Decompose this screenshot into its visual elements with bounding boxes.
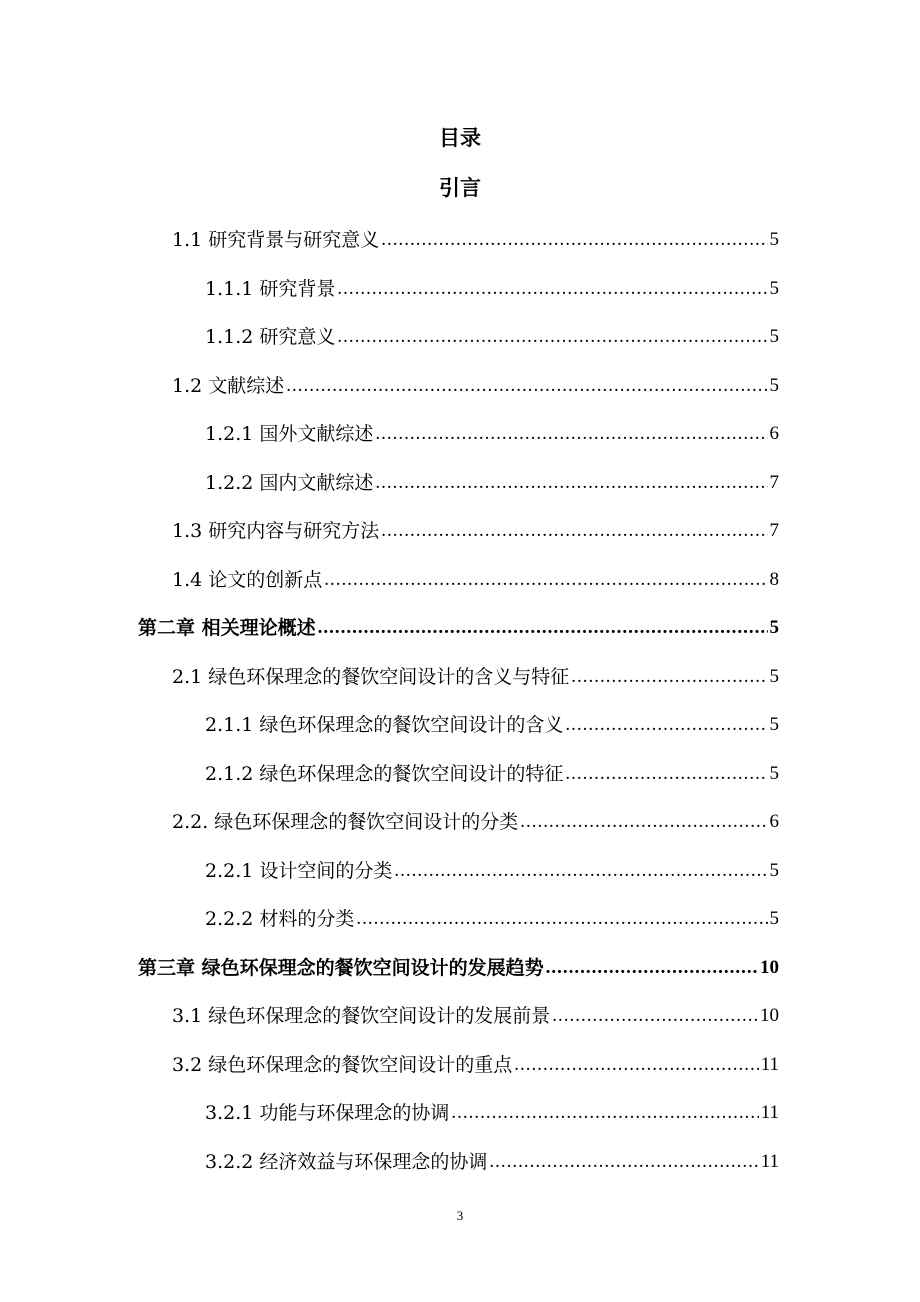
toc-entry-page: 7 [769, 520, 779, 541]
toc-dot-leader [451, 1101, 758, 1125]
toc-entry-label: 3.1 绿色环保理念的餐饮空间设计的发展前景 [172, 1005, 551, 1027]
toc-entry[interactable] [172, 354, 779, 398]
toc-entry-page: 5 [769, 908, 779, 929]
toc-entry[interactable] [172, 645, 779, 689]
toc-dot-leader [286, 374, 767, 398]
toc-entry-page: 10 [760, 956, 779, 978]
toc-entry-label: 2.2. 绿色环保理念的餐饮空间设计的分类 [172, 811, 519, 833]
toc-entry-label: 2.2.2 材料的分类 [205, 908, 355, 930]
toc-dot-leader [571, 665, 767, 689]
toc-entry-label: 2.1 绿色环保理念的餐饮空间设计的含义与特征 [172, 665, 570, 688]
toc-entry[interactable] [205, 693, 779, 737]
toc-entry-label: 1.2 文献综述 [172, 374, 285, 397]
toc-entry[interactable] [138, 596, 779, 640]
toc-entry[interactable] [172, 790, 779, 834]
toc-entry[interactable] [138, 936, 779, 980]
toc-dot-leader [318, 616, 768, 640]
toc-entry[interactable] [172, 1033, 779, 1077]
toc-entry-page: 10 [760, 1005, 779, 1026]
toc-entry-page: 5 [769, 229, 779, 250]
toc-entry-label: 1.1.1 研究背景 [205, 277, 336, 300]
toc-entry[interactable] [205, 839, 779, 883]
toc-title: 目录 [439, 126, 481, 150]
toc-dot-leader [381, 519, 767, 543]
toc-entry-page: 5 [769, 374, 779, 396]
toc-dot-leader [375, 422, 767, 446]
intro-heading: 引言 [439, 176, 481, 200]
toc-entry-label: 第三章 绿色环保理念的餐饮空间设计的发展趋势 [138, 956, 544, 979]
toc-dot-leader [381, 228, 767, 252]
toc-entry-page: 5 [769, 762, 779, 784]
toc-dot-leader [552, 1004, 758, 1028]
toc-dot-leader [356, 907, 767, 931]
toc-entry-page: 5 [769, 714, 779, 735]
toc-entry[interactable] [205, 742, 779, 786]
toc-dot-leader [520, 810, 767, 834]
toc-entry[interactable] [172, 548, 779, 592]
toc-dot-leader [514, 1053, 758, 1077]
toc-dot-leader [565, 713, 767, 737]
toc-dot-leader [394, 859, 767, 883]
toc-entry[interactable] [172, 208, 779, 252]
toc-entry-label: 1.2.2 国内文献综述 [205, 471, 374, 494]
toc-entry-page: 8 [769, 568, 779, 590]
page-number: 3 [456, 1208, 464, 1223]
toc-entry-label: 3.2 绿色环保理念的餐饮空间设计的重点 [172, 1053, 513, 1076]
toc-entry-page: 5 [769, 617, 779, 638]
toc-dot-leader [324, 568, 767, 592]
toc-entry-label: 1.3 研究内容与研究方法 [172, 520, 380, 542]
toc-entry-label: 1.2.1 国外文献综述 [205, 423, 374, 445]
toc-entry[interactable] [205, 257, 779, 301]
toc-entry-page: 11 [760, 1150, 779, 1172]
toc-entry-page: 6 [769, 811, 779, 832]
toc-dot-leader [565, 762, 767, 786]
toc-entry-page: 5 [769, 665, 779, 687]
toc-entry[interactable] [205, 1130, 779, 1174]
toc-entry[interactable] [205, 887, 779, 931]
toc-entry-page: 6 [769, 423, 779, 444]
toc-entry[interactable] [205, 305, 779, 349]
toc-entry-label: 第二章 相关理论概述 [138, 617, 316, 639]
toc-dot-leader [489, 1150, 758, 1174]
toc-entry-page: 5 [769, 326, 779, 347]
toc-entry-label: 3.2.2 经济效益与环保理念的协调 [205, 1150, 488, 1173]
toc-entry-page: 11 [760, 1053, 779, 1075]
toc-dot-leader [375, 471, 767, 495]
toc-entry[interactable] [172, 984, 779, 1028]
toc-entry-label: 1.1 研究背景与研究意义 [172, 229, 380, 251]
toc-entry-label: 2.1.2 绿色环保理念的餐饮空间设计的特征 [205, 762, 564, 785]
toc-entry-page: 11 [760, 1102, 779, 1123]
toc-entry[interactable] [205, 451, 779, 495]
toc-entry-label: 2.2.1 设计空间的分类 [205, 859, 393, 882]
toc-entry-page: 5 [769, 277, 779, 299]
toc-dot-leader [337, 277, 767, 301]
toc-dot-leader [337, 325, 767, 349]
toc-entry-page: 7 [769, 471, 779, 493]
toc-entry-page: 5 [769, 859, 779, 881]
toc-entry-label: 3.2.1 功能与环保理念的协调 [205, 1102, 450, 1124]
toc-entry[interactable] [205, 1081, 779, 1125]
toc-entry[interactable] [205, 402, 779, 446]
toc-dot-leader [546, 956, 758, 980]
toc-entry-label: 1.1.2 研究意义 [205, 326, 336, 348]
toc-entry-label: 1.4 论文的创新点 [172, 568, 323, 591]
toc-entry-label: 2.1.1 绿色环保理念的餐饮空间设计的含义 [205, 714, 564, 736]
toc-entry[interactable] [172, 499, 779, 543]
